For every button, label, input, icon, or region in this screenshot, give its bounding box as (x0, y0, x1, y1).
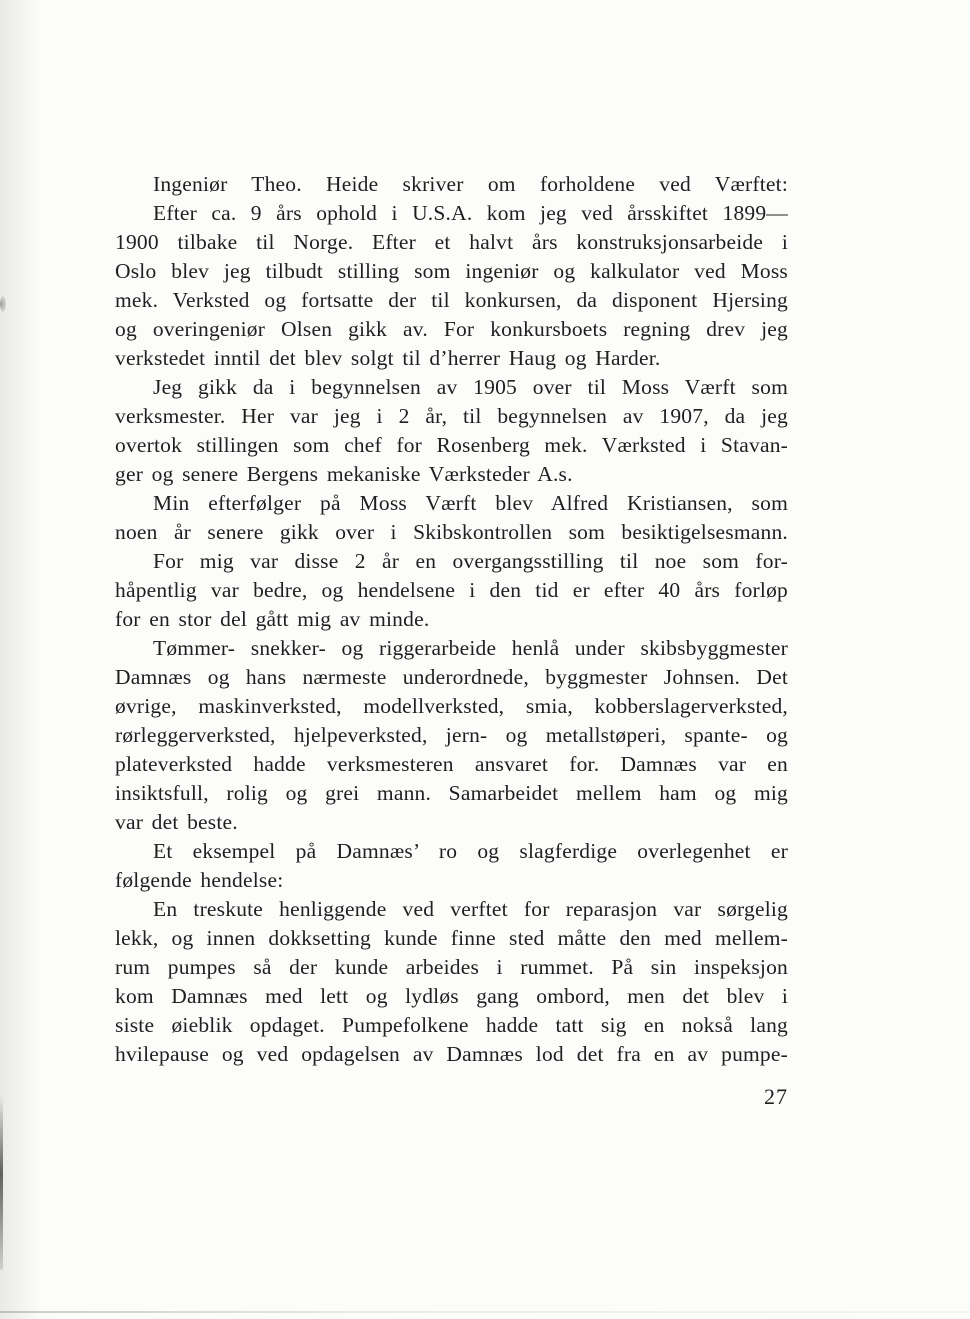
scan-speck (0, 296, 6, 312)
paragraph (115, 199, 788, 373)
text-line: rørleggerverksted, hjelpeverksted, jern- og metallstøperi, spante- og (115, 723, 788, 747)
text-line: plateverksted hadde verksmesteren ansvaret for. Damnæs var en (115, 752, 788, 776)
scan-edge-shadow (0, 0, 40, 1319)
text-line: lekk, og innen dokksetting kunde finne sted måtte den med mellem- (115, 926, 788, 950)
text-line: Damnæs og hans nærmeste underordnede, byggmester Johnsen. Det (115, 665, 788, 689)
text-line: Efter ca. 9 års ophold i U.S.A. kom jeg ved årsskiftet 1899— (153, 201, 788, 225)
text-line: håpentlig var bedre, og hendelsene i den tid er efter 40 års forløp (115, 578, 788, 602)
text-line: For mig var disse 2 år en overgangsstilling til noe som for- (153, 549, 788, 573)
paragraph (115, 837, 788, 895)
text-line: for en stor del gått mig av minde. (115, 607, 430, 631)
text-line: siste øieblik opdaget. Pumpefolkene hadde tatt sig en nokså lang (115, 1013, 788, 1037)
text-line: rum pumpes så der kunde arbeides i rummet. På sin inspeksjon (115, 955, 788, 979)
page-text (115, 170, 788, 1069)
paragraph (115, 547, 788, 634)
paragraph (115, 489, 788, 547)
text-line: følgende hendelse: (115, 868, 284, 892)
text-line: Et eksempel på Damnæs’ ro og slagferdige overlegenhet er (153, 839, 788, 863)
text-line: Ingeniør Theo. Heide skriver om forholdene ved Værftet: (153, 172, 788, 196)
text-line: kom Damnæs med lett og lydløs gang ombord, men det blev i (115, 984, 788, 1008)
text-line: Oslo blev jeg tilbudt stilling som ingeniør og kalkulator ved Moss (115, 259, 788, 283)
text-line: hvilepause og ved opdagelsen av Damnæs lod det fra en av pumpe- (115, 1042, 788, 1066)
text-line: var det beste. (115, 810, 238, 834)
scan-edge-dark-line (0, 1095, 3, 1270)
text-line: Jeg gikk da i begynnelsen av 1905 over til Moss Værft som (153, 375, 788, 399)
text-line: En treskute henliggende ved verftet for reparasjon var sørgelig (153, 897, 788, 921)
scan-bottom-edge (0, 1311, 970, 1313)
text-line: mek. Verksted og fortsatte der til konkursen, da disponent Hjersing (115, 288, 788, 312)
text-line: Min efterfølger på Moss Værft blev Alfred Kristiansen, som (153, 491, 788, 515)
text-line: Tømmer- snekker- og riggerarbeide henlå under skibsbyggmester (153, 636, 788, 660)
text-line: verkstedet inntil det blev solgt til d’herrer Haug og Harder. (115, 346, 661, 370)
paragraph (115, 170, 788, 199)
text-line: ger og senere Bergens mekaniske Værksteder A.s. (115, 462, 573, 486)
text-line: insiktsfull, rolig og grei mann. Samarbeidet mellem ham og mig (115, 781, 788, 805)
text-line: overtok stillingen som chef for Rosenberg mek. Værksted i Stavan- (115, 433, 788, 457)
paragraph (115, 634, 788, 837)
text-line: verksmester. Her var jeg i 2 år, til begynnelsen av 1907, da jeg (115, 404, 788, 428)
text-line: og overingeniør Olsen gikk av. For konkursboets regning drev jeg (115, 317, 788, 341)
text-line: øvrige, maskinverksted, modellverksted, smia, kobberslagerverksted, (115, 694, 788, 718)
paragraph (115, 895, 788, 1069)
text-line: noen år senere gikk over i Skibskontrollen som besiktigelsesmann. (115, 520, 788, 544)
text-line: 1900 tilbake til Norge. Efter et halvt års konstruksjonsarbeide i (115, 230, 788, 254)
page-number: 27 (764, 1084, 788, 1109)
paragraph (115, 373, 788, 489)
